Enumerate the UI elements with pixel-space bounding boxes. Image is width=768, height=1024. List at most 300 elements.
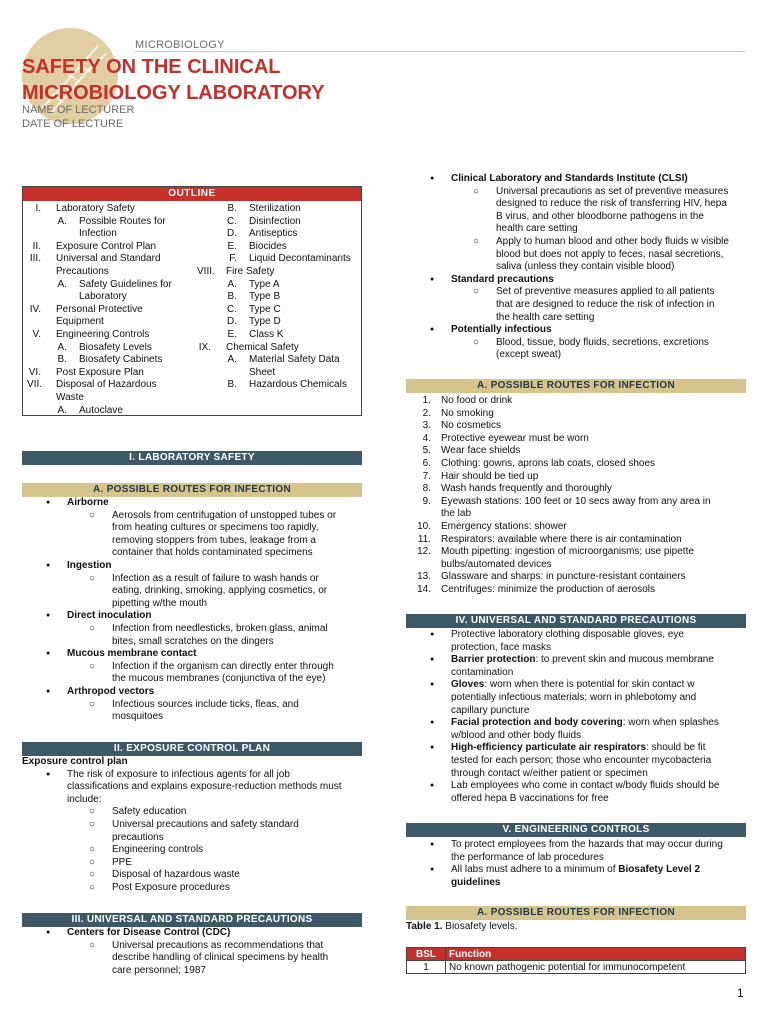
circle-bullet-icon: ○ [473,286,480,298]
bullet-icon: ● [430,175,435,182]
list-item-text: To protect employees from the hazards that may occur during [451,839,723,850]
list-item-text: Set of preventive measures applied to all patients [496,286,715,298]
item-number: 8. [422,483,431,495]
routes-list [22,497,362,724]
list-item-text: Safety education [112,806,187,818]
list-item-text: mosquitoes [112,711,164,723]
list-item [406,337,751,350]
list-item-text: : worn when splashes [622,717,719,729]
circle-bullet-icon: ○ [89,660,96,672]
outline-item [23,304,193,317]
outline-item-label: Hazardous Chemicals [249,379,347,391]
numbered-item [406,521,751,534]
list-item [406,286,751,299]
list-item [406,852,751,865]
list-item-bold: guidelines [451,876,501,888]
circle-bullet-icon: ○ [89,818,96,830]
list-item [22,699,362,712]
numbered-item [406,571,751,584]
list-item-text: potentially infectious materials; worn in phlebotomy and [451,691,697,703]
outline-item-number: VIII. [197,265,215,277]
list-item-text: Disposal of hazardous waste [112,869,240,881]
list-item-text: Blood, tissue, body fluids, secretions, excretions [496,336,709,348]
title-line-2: MICROBIOLOGY LABORATORY [22,82,325,104]
outline-item-number: D. [227,316,237,328]
outline-item-number: C. [227,303,237,315]
list-item [22,598,362,611]
section-possible-routes-3: A. POSSIBLE ROUTES FOR INFECTION [406,906,746,920]
outline-item-number: IX. [198,341,211,353]
list-item [406,730,751,743]
outline-item-label: Class K [249,328,284,340]
biosafety-table [406,947,746,974]
outline-item-number: A. [57,341,67,353]
outline-item-label: Equipment [56,316,104,328]
list-item-text: Exposure control plan [22,756,128,767]
item-number: 1. [422,395,431,406]
item-number: 9. [422,495,431,507]
outline-item [193,203,363,216]
outline-item [23,392,193,405]
outline-item-label: Autoclave [79,404,123,416]
table-header-bsl: BSL [407,948,446,961]
list-item-text: PPE [112,856,133,868]
list-item [406,274,751,287]
list-item [406,717,751,730]
list-item [406,667,751,680]
outline-item-label: Precautions [56,265,109,277]
bullet-icon: ● [430,275,435,283]
bullet-icon: ● [46,929,51,936]
outline-item-label: Biocides [249,240,287,252]
list-item-text: Potentially infectious [451,324,552,336]
item-number: 13. [417,571,431,583]
list-item-text: container that holds contaminated specimens [112,547,313,559]
item-text: Glassware and sharps: in puncture-resistant containers [441,571,686,583]
list-item-text: designed to reduce the risk of transferring HIV, hepa [496,198,727,210]
list-item [22,832,362,845]
numbered-item [406,408,751,421]
list-item [22,940,362,953]
bullet-icon: ● [430,782,435,790]
list-item-text: offered hepa B vaccinations for free [451,792,609,804]
item-text: Wear face shields [441,445,521,457]
outline-item [23,216,193,229]
header-rule [135,51,745,52]
outline-item-label: Infection [79,228,117,240]
bullet-icon: ● [430,631,435,638]
outline-item-number: B. [227,379,237,391]
list-item [22,522,362,535]
list-item [406,780,751,793]
list-item-text: Universal precautions and safety standard [112,818,299,830]
outline-item-label: Type B [249,291,281,303]
numbered-item [406,433,751,446]
outline-item-label: Material Safety Data [249,354,340,366]
list-item-text: describe handling of clinical specimens by health [112,952,329,964]
circle-bullet-icon: ○ [89,856,96,868]
list-item-text: capillary puncture [451,704,530,716]
list-item [22,794,362,807]
circle-bullet-icon: ○ [89,572,96,584]
circle-bullet-icon: ○ [89,881,96,893]
circle-bullet-icon: ○ [89,806,96,818]
list-item-text: blood but does not apply to feces, nasal secretions, [496,248,724,260]
outline-item-label: Sterilization [249,203,301,214]
table-caption-text: Biosafety levels. [442,921,518,932]
outline-item [193,342,363,355]
outline-title: OUTLINE [23,187,361,201]
outline-item [23,279,193,292]
outline-item-label: Safety Guidelines for [79,278,172,290]
outline-item [193,279,363,292]
outline-item-label: Possible Routes for [79,215,166,227]
numbered-item [406,496,751,509]
list-item-text: B virus, and other bloodborne pathogens in the [496,210,704,222]
outline-item-label: Laboratory Safety [56,203,135,214]
outline-item-number: A. [57,215,67,227]
outline-item [23,241,193,254]
list-item [22,769,362,782]
list-item [22,965,362,978]
outline-item [23,266,193,279]
outline-item [193,379,363,392]
list-item-text: the performance of lab procedures [451,851,604,863]
item-text: Clothing: gowns, aprons lab coats, closed shoes [441,457,656,469]
bullet-icon: ● [46,687,51,695]
list-item [406,768,751,781]
list-item [406,705,751,718]
outline-item [193,367,363,380]
item-text: Respirators: available where there is air contamination [441,533,682,545]
numbered-item [406,420,751,433]
bullet-icon: ● [46,612,51,620]
bullet-icon: ● [430,326,435,334]
list-item [22,623,362,636]
list-item-text: the health care setting [496,311,595,323]
outline-item-label: Universal and Standard [56,253,161,265]
bullet-icon: ● [430,866,435,874]
list-item-text: : worn when there is potential for skin contact w [484,679,695,691]
item-text: No food or drink [441,395,513,406]
list-item [22,927,362,940]
outline-item [23,379,193,392]
item-number: 3. [422,420,431,432]
circle-bullet-icon: ○ [473,185,480,197]
bullet-icon: ● [430,719,435,727]
title-line-1: SAFETY ON THE CLINICAL [22,56,281,78]
list-item [406,186,751,199]
numbered-item [406,445,751,458]
list-item-text: : should be fit [646,742,706,754]
list-item [22,756,362,769]
list-item [406,299,751,312]
list-item-text: Direct inoculation [67,610,152,622]
outline-item [23,253,193,266]
outline-item-number: I. [35,203,41,214]
table-cell: 1 [407,961,446,974]
outline-item-number: V. [32,328,41,340]
circle-bullet-icon: ○ [89,844,96,856]
outline-item-label: Type C [249,303,281,315]
list-item [406,324,751,337]
outline-item [23,291,193,304]
list-item-text: protection, face masks [451,641,552,653]
item-text: Hair should be tied up [441,470,539,482]
list-item [406,312,751,325]
numbered-item [406,508,751,521]
outline-item [23,203,193,216]
numbered-item [406,483,751,496]
list-item [406,261,751,274]
outline-item [193,266,363,279]
lecture-date: DATE OF LECTURE [22,118,124,130]
list-item [406,249,751,262]
item-text: No cosmetics [441,420,502,432]
list-item-text: Engineering controls [112,844,204,856]
universal-left-list [22,927,362,977]
list-item [406,692,751,705]
list-item [22,535,362,548]
numbered-item [406,584,751,597]
outline-item-number: A. [57,278,67,290]
outline-item [193,241,363,254]
bullet-icon: ● [430,744,435,752]
list-item-text: through contact w/either patient or specimen [451,767,648,779]
section-universal-precautions: III. UNIVERSAL AND STANDARD PRECAUTIONS [22,913,362,927]
list-item [22,857,362,870]
outline-item-number: VI. [28,366,41,378]
outline-item-label: Type A [249,278,280,290]
outline-item [193,329,363,342]
outline-item-label: Laboratory [79,291,127,303]
outline-item-number: D. [227,228,237,240]
list-item-text: Universal precautions as set of preventive measures [496,185,729,197]
list-item-text: from heating cultures or specimens too rapidly, [112,522,319,534]
item-text: No smoking [441,407,494,419]
list-item [406,864,751,877]
list-item-text: bites, small scratches on the dingers [112,635,274,647]
list-item-text: Ingestion [67,559,112,571]
exposure-list [22,756,362,895]
circle-bullet-icon: ○ [473,235,480,247]
list-item [22,585,362,598]
outline-box [22,186,362,416]
list-item [22,497,362,510]
bullet-icon: ● [46,499,51,506]
bullet-icon: ● [430,681,435,689]
list-item [22,882,362,895]
list-item [22,661,362,674]
list-item [22,844,362,857]
bullet-icon: ● [430,656,435,664]
outline-item [23,354,193,367]
list-item [22,510,362,523]
list-item-text: (except sweat) [496,349,562,361]
bullet-icon: ● [430,841,435,848]
section-possible-routes-2: A. POSSIBLE ROUTES FOR INFECTION [406,379,746,393]
outline-item [23,405,193,418]
section-engineering-controls: V. ENGINEERING CONTROLS [406,823,746,837]
section-exposure-control: II. EXPOSURE CONTROL PLAN [22,742,362,756]
ppe-list [406,629,751,805]
outline-item [193,316,363,329]
bullet-icon: ● [46,650,51,658]
outline-item-label: Liquid Decontaminants [249,253,351,265]
circle-bullet-icon: ○ [89,939,96,951]
list-item [406,629,751,642]
list-item [22,686,362,699]
table-row [407,961,746,974]
section-possible-routes: A. POSSIBLE ROUTES FOR INFECTION [22,483,362,497]
list-item [406,642,751,655]
list-item-text: health care setting [496,223,578,235]
outline-item [23,228,193,241]
outline-item [193,253,363,266]
numbered-item [406,534,751,547]
list-item-text: Standard precautions [451,273,554,285]
list-item-text: contamination [451,666,514,678]
item-number: 7. [422,470,431,482]
list-item [406,173,751,186]
item-text: the lab [441,508,472,520]
outline-item-number: II. [32,240,41,252]
list-item-bold: High-efficiency particulate air respirators [451,742,647,754]
universal-right-list [406,173,751,362]
list-item-text: Clinical Laboratory and Standards Institute (CLSI) [451,173,688,184]
list-item-text: The risk of exposure to infectious agents for all job [67,768,290,780]
outline-item [23,342,193,355]
list-item-text: Infection if the organism can directly enter through [112,660,334,672]
list-item-text: Aerosols from centrifugation of unstopped tubes or [112,509,337,521]
list-item-text: that are designed to reduce the risk of infection in [496,298,715,310]
list-item [406,755,751,768]
list-item [406,793,751,806]
list-item [22,673,362,686]
list-item-bold: Facial protection and body covering [451,717,623,729]
list-item [406,654,751,667]
numbered-item [406,559,751,572]
list-item [22,819,362,832]
outline-item-label: Disposal of Hazardous [56,379,157,391]
list-item-text: care personnel; 1987 [112,964,206,976]
list-item-bold: Gloves [451,679,485,691]
list-item [406,742,751,755]
engineering-list [406,839,751,889]
list-item-text: eating, drinking, smoking, applying cosmetics, or [112,585,328,597]
outline-item-number: E. [227,328,237,340]
item-number: 2. [422,407,431,419]
list-item-text: pipetting w/the mouth [112,597,208,609]
outline-item-label: Fire Safety [226,265,275,277]
biosafety-level-text: Biosafety Level 2 [618,864,701,876]
outline-item-label: Waste [56,391,84,403]
list-item [22,648,362,661]
item-number: 5. [422,445,431,457]
outline-item-label: Biosafety Levels [79,341,152,353]
list-item-text: Mucous membrane contact [67,648,197,660]
list-item [406,223,751,236]
item-text: Emergency stations: shower [441,520,567,532]
list-item [406,198,751,211]
circle-bullet-icon: ○ [89,622,96,634]
outline-item-label: Disinfection [249,215,301,227]
outline-item-number: C. [227,215,237,227]
list-item [406,839,751,852]
outline-item-number: A. [227,278,237,290]
table-caption [406,921,518,932]
list-item-text: precautions [112,831,164,843]
outline-item-number: IV. [29,303,41,315]
bullet-icon: ● [46,561,51,569]
list-item-text: Protective laboratory clothing disposable gloves, eye [451,629,684,640]
list-item [22,560,362,573]
list-item [406,349,751,362]
list-item-text: tested for each person; those who encounter mycobacteria [451,754,712,766]
list-item-text: the mucous membranes (conjunctiva of the eye) [112,673,326,685]
list-item [22,711,362,724]
lecturer-name: NAME OF LECTURER [22,104,135,116]
list-item-text: Centers for Disease Control (CDC) [67,927,231,938]
list-item [22,781,362,794]
list-item [22,547,362,560]
section-universal-precautions-2: IV. UNIVERSAL AND STANDARD PRECAUTIONS [406,614,746,628]
list-item-text: Universal precautions as recommendations that [112,939,324,951]
outline-item-label: Personal Protective [56,303,143,315]
list-item-text: w/blood and other body fluids [451,729,582,741]
outline-item-label: Chemical Safety [226,341,299,353]
outline-item-number: E. [227,240,237,252]
list-item-text: Infection from needlesticks, broken glass, animal [112,622,328,634]
outline-right-column [193,203,363,392]
item-number: 12. [417,546,431,558]
outline-item-number: B. [227,203,237,214]
list-item-bold: Barrier protection [451,654,536,666]
list-item [22,869,362,882]
subject-label: MICROBIOLOGY [135,39,225,51]
outline-item [23,367,193,380]
item-text: Centrifuges: minimize the production of aerosols [441,583,655,595]
list-item [406,236,751,249]
outline-item [23,329,193,342]
outline-item-number: A. [227,354,237,366]
list-item-text: Infectious sources include ticks, fleas, and [112,698,299,710]
list-item [22,806,362,819]
list-item-text: : to prevent skin and mucous membrane [535,654,714,666]
item-text: Protective eyewear must be worn [441,432,589,444]
item-text: Mouth pipetting: ingestion of microorganisms; use pipette [441,546,694,558]
circle-bullet-icon: ○ [89,869,96,881]
outline-item-label: Antiseptics [249,228,298,240]
item-number: 6. [422,457,431,469]
item-number: 10. [417,520,431,532]
outline-item [193,354,363,367]
outline-item [193,304,363,317]
numbered-item [406,395,751,408]
list-item [22,573,362,586]
list-item [406,211,751,224]
outline-item-number: F. [229,253,237,265]
list-item-text: Airborne [67,497,109,508]
outline-item-number: B. [227,291,237,303]
list-item [22,636,362,649]
list-item-text: Apply to human blood and other body fluids w visible [496,235,729,247]
list-item-text: All labs must adhere to a minimum of [451,864,619,876]
table-cell: No known pathogenic potential for immunocompetent [446,961,746,974]
outline-item-label: Exposure Control Plan [56,240,157,252]
list-item-text: saliva (unless they contain visible blood) [496,261,675,273]
item-text: Eyewash stations: 100 feet or 10 secs away from any area in [441,495,711,507]
